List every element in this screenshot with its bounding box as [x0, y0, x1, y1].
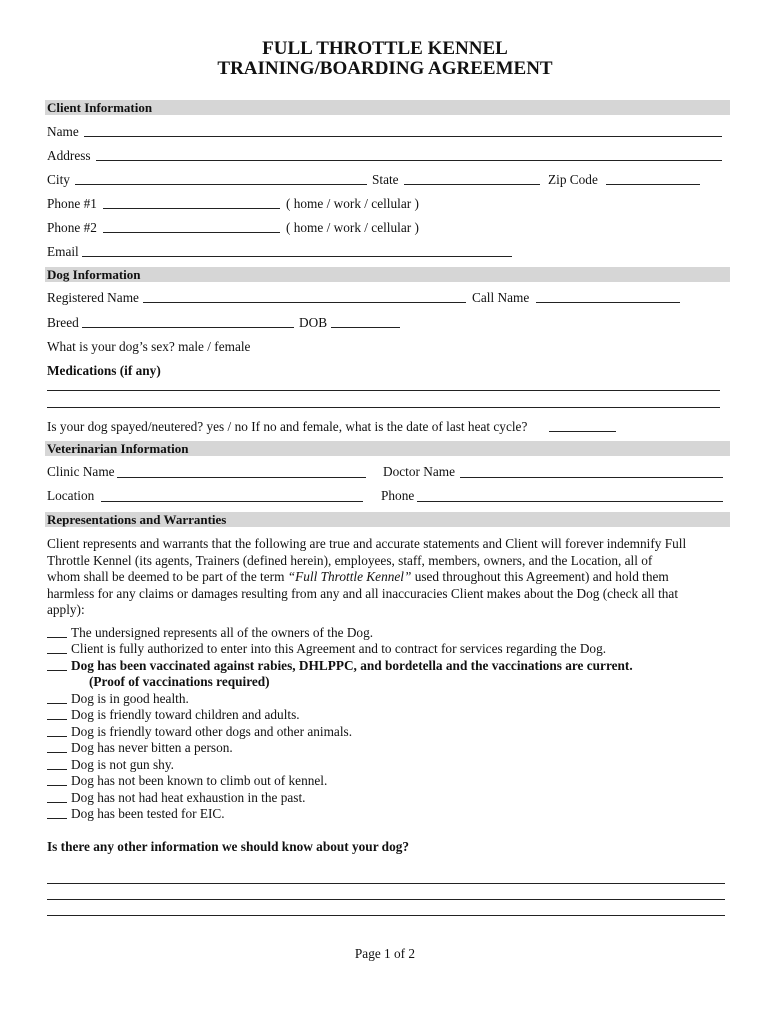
call-name-field[interactable]: [536, 302, 680, 303]
phone1-type: ( home / work / cellular ): [286, 196, 419, 211]
zip-field[interactable]: [606, 184, 700, 185]
check-item-friendly-animals[interactable]: [47, 724, 352, 740]
reps-para-line-4: harmless for any claims or damages resulting from any and all inaccuracies Client makes about the Dog (check all that: [47, 585, 679, 601]
checkbox-blank[interactable]: [47, 707, 67, 720]
check-item-label: Dog is in good health.: [71, 691, 189, 706]
address-label: Address: [47, 148, 91, 163]
reps-para-line-1: Client represents and warrants that the following are true and accurate statements and Client will forever indemnify Full: [47, 536, 687, 551]
reps-para-line-3b: used throughout this Agreement) and hold them: [411, 569, 669, 585]
check-item-friendly-people[interactable]: [47, 707, 300, 723]
clinic-name-field[interactable]: [117, 477, 366, 478]
check-item-label: Dog has never bitten a person.: [71, 740, 233, 755]
medications-label: Medications (if any): [47, 363, 161, 378]
dob-field[interactable]: [331, 327, 400, 328]
city-field[interactable]: [75, 184, 367, 185]
check-item-label: Dog is friendly toward children and adults.: [71, 707, 300, 722]
phone2-label: Phone #2: [47, 220, 97, 235]
registered-name-label: Registered Name: [47, 290, 139, 305]
check-item-eic[interactable]: [47, 806, 225, 822]
other-info-line-1[interactable]: [47, 883, 725, 884]
dob-label: DOB: [299, 315, 328, 330]
check-item-label: The undersigned represents all of the owners of the Dog.: [71, 625, 374, 640]
checkbox-blank[interactable]: [47, 790, 67, 803]
medications-line-2[interactable]: [47, 407, 720, 408]
checkbox-blank[interactable]: [47, 806, 67, 819]
check-item-label: Dog has not had heat exhaustion in the past.: [71, 790, 306, 805]
location-label: Location: [47, 488, 95, 503]
checkbox-blank[interactable]: [47, 724, 67, 737]
phone1-field[interactable]: [103, 208, 280, 209]
check-item-vaccinated[interactable]: [47, 658, 633, 674]
city-label: City: [47, 172, 70, 187]
checkbox-blank[interactable]: [47, 641, 67, 654]
page-number: Page 1 of 2: [354, 946, 416, 961]
doctor-name-label: Doctor Name: [383, 464, 455, 479]
vet-phone-label: Phone: [381, 488, 415, 503]
check-item-label: Dog has been vaccinated against rabies, DHLPPC, and bordetella and the vaccinations are current.: [71, 658, 633, 673]
checkbox-blank[interactable]: [47, 658, 67, 671]
checkbox-blank[interactable]: [47, 757, 67, 770]
email-label: Email: [47, 244, 79, 259]
reps-para-line-2: Throttle Kennel (its agents, Trainers (defined herein), employees, staff, members, owners, and the Location, all of: [47, 552, 653, 568]
registered-name-field[interactable]: [143, 302, 466, 303]
vet-phone-field[interactable]: [417, 501, 723, 502]
vet-section-header: Veterinarian Information: [45, 441, 730, 456]
check-item-authorized[interactable]: [47, 641, 606, 657]
reps-para-line-5: apply):: [47, 602, 85, 618]
check-item-heat-exhaustion[interactable]: [47, 790, 306, 806]
other-info-line-3[interactable]: [47, 915, 725, 916]
doctor-name-field[interactable]: [460, 477, 723, 478]
breed-label: Breed: [47, 315, 79, 330]
client-section-header: Client Information: [45, 100, 730, 115]
check-item-never-bitten[interactable]: [47, 740, 233, 756]
heat-cycle-field[interactable]: [549, 431, 616, 432]
phone2-type: ( home / work / cellular ): [286, 220, 419, 235]
check-item-owners[interactable]: [47, 625, 373, 641]
check-item-kennel[interactable]: [47, 773, 327, 789]
other-info-line-2[interactable]: [47, 899, 725, 900]
name-label: Name: [47, 124, 79, 139]
check-item-label: Dog is not gun shy.: [71, 757, 174, 772]
zip-label: Zip Code: [548, 172, 598, 187]
state-label: State: [372, 172, 399, 187]
reps-para-line-3a: whom shall be deemed to be part of the term: [47, 569, 288, 585]
spayed-question: Is your dog spayed/neutered? yes / no If no and female, what is the date of last heat cycle?: [47, 419, 528, 434]
name-field[interactable]: [84, 136, 722, 137]
dog-section-header: Dog Information: [45, 267, 730, 282]
check-item-label: Dog has not been known to climb out of kennel.: [71, 773, 328, 788]
checkbox-blank[interactable]: [47, 740, 67, 753]
title-line-1: FULL THROTTLE KENNEL: [262, 38, 508, 59]
address-field[interactable]: [96, 160, 722, 161]
reps-paragraph: [47, 536, 722, 619]
state-field[interactable]: [404, 184, 540, 185]
reps-para-line-3: [47, 569, 722, 586]
phone2-field[interactable]: [103, 232, 280, 233]
breed-field[interactable]: [82, 327, 294, 328]
location-field[interactable]: [101, 501, 363, 502]
phone1-label: Phone #1: [47, 196, 97, 211]
other-info-question: Is there any other information we should know about your dog?: [47, 839, 410, 854]
checkbox-blank[interactable]: [47, 691, 67, 704]
title-line-2: TRAINING/BOARDING AGREEMENT: [217, 58, 553, 79]
check-item-label: Dog has been tested for EIC.: [71, 806, 225, 821]
clinic-name-label: Clinic Name: [47, 464, 115, 479]
email-field[interactable]: [82, 256, 512, 257]
check-item-gun-shy[interactable]: [47, 757, 174, 773]
check-item-label: Client is fully authorized to enter into this Agreement and to contract for services regarding the Dog.: [71, 641, 607, 656]
check-item-label: Dog is friendly toward other dogs and other animals.: [71, 724, 353, 739]
reps-section-header: Representations and Warranties: [45, 512, 730, 527]
reps-para-term: “Full Throttle Kennel”: [287, 569, 412, 585]
check-item-health[interactable]: [47, 691, 189, 707]
call-name-label: Call Name: [472, 290, 530, 305]
vaccination-proof-note: (Proof of vaccinations required): [89, 674, 270, 689]
medications-line-1[interactable]: [47, 390, 720, 391]
checkbox-blank[interactable]: [47, 773, 67, 786]
checkbox-blank[interactable]: [47, 625, 67, 638]
sex-question: What is your dog’s sex? male / female: [47, 339, 251, 354]
